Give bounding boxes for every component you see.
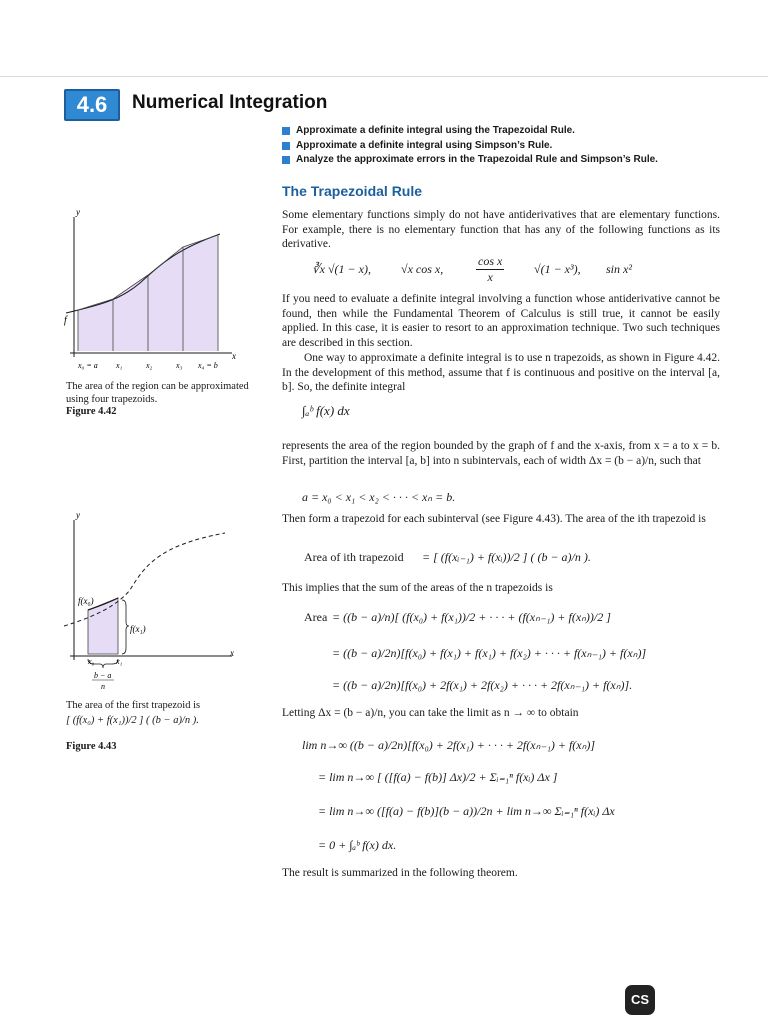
section-title: Numerical Integration bbox=[132, 92, 328, 113]
width-numerator: b − a bbox=[94, 671, 112, 680]
x-axis-label: x bbox=[230, 648, 234, 658]
subsection-heading: The Trapezoidal Rule bbox=[282, 183, 423, 199]
height-brace bbox=[122, 600, 129, 654]
figure-4-43-caption: The area of the first trapezoid is bbox=[66, 700, 201, 711]
limit-equation-line-2: = lim n→∞ [ ([f(a) − f(b)] Δx)/2 + Σᵢ₌₁ⁿ f(xᵢ) Δx ] bbox=[318, 770, 558, 784]
paragraph-ith-trapezoid: Then form a trapezoid for each subinterval (see Figure 4.43). The area of the ith trapezoid is bbox=[282, 513, 706, 525]
width-denominator: n bbox=[101, 682, 105, 691]
bullet-square-icon bbox=[282, 127, 290, 135]
figure-4-43-caption-formula: [ (f(x₀) + f(x₁))/2 ] ( (b − a)/n ). bbox=[66, 715, 199, 726]
x-axis-label: x bbox=[232, 351, 236, 361]
partition-inequality: a = x₀ < x₁ < x₂ < · · · < xₙ = b. bbox=[302, 490, 456, 504]
objective-item: Approximate a definite integral using the Trapezoidal Rule. bbox=[282, 124, 722, 139]
paragraph-sum: This implies that the sum of the areas of the n trapezoids is bbox=[282, 582, 553, 594]
trapezoid-area-label: Area of ith trapezoid bbox=[304, 550, 404, 564]
example-function-1: ∛x √(1 − x), bbox=[312, 262, 371, 276]
first-trapezoid bbox=[88, 598, 118, 654]
figure-4-42-label: Figure 4.42 bbox=[66, 406, 117, 417]
x0-tick-label: x₀ bbox=[88, 657, 95, 666]
page-top-rule bbox=[0, 76, 768, 77]
figure-4-42-caption: The area of the region can be approximated using four trapezoids. bbox=[66, 381, 249, 405]
figure-4-43-label: Figure 4.43 bbox=[66, 741, 117, 752]
function-label: f bbox=[64, 315, 67, 326]
fx1-label: f(x₁) bbox=[130, 624, 146, 634]
tick-label: x₄ = b bbox=[198, 361, 218, 370]
tick-label: x₂ bbox=[146, 361, 153, 370]
paragraph-limit: Letting Δx = (b − a)/n, you can take the limit as n → ∞ to obtain bbox=[282, 707, 579, 719]
trapezoid-area-formula: = [ (f(xᵢ₋₁) + f(xᵢ))/2 ] ( (b − a)/n ). bbox=[422, 550, 591, 564]
area-label: Area bbox=[304, 610, 328, 624]
bullet-square-icon bbox=[282, 156, 290, 164]
tick-label: x₃ bbox=[176, 361, 183, 370]
area-equation-line-2: = ((b − a)/2n)[f(x₀) + f(x₁) + f(x₁) + f(x₂) + · · · + f(xₙ₋₁) + f(xₙ)] bbox=[332, 646, 647, 660]
example-function-2: √x cos x, bbox=[401, 262, 444, 276]
x1-tick-label: x₁ bbox=[116, 657, 123, 666]
section-number-badge: 4.6 bbox=[64, 89, 120, 121]
objective-item: Analyze the approximate errors in the Trapezoidal Rule and Simpson’s Rule. bbox=[282, 153, 722, 168]
paragraph-intro: Some elementary functions simply do not have antiderivatives that are elementary functions. For example, there is no elementary function that has any of the following functions as its derivative. bbox=[282, 209, 720, 250]
figure-4-42-graph bbox=[60, 205, 260, 375]
fx0-label: f(x₀) bbox=[78, 596, 94, 606]
paragraph-result: The result is summarized in the following theorem. bbox=[282, 867, 518, 879]
y-axis-label: y bbox=[76, 207, 80, 217]
top-margin bbox=[0, 0, 768, 76]
bullet-square-icon bbox=[282, 142, 290, 150]
objectives-list bbox=[282, 124, 722, 168]
example-function-5: sin x² bbox=[606, 262, 632, 276]
objective-item: Approximate a definite integral using Simpson’s Rule. bbox=[282, 139, 722, 154]
paragraph-partition: represents the area of the region bounded by the graph of f and the x-axis, from x = a to x = b. First, partition the interval [a, b] into n subintervals, each of width Δx = (b − a)/n, such that bbox=[282, 440, 720, 467]
y-axis-label: y bbox=[76, 510, 80, 520]
example-function-3: $\frac{\text{cos x}}{x}$ bbox=[478, 254, 503, 284]
paragraph-trapezoids: One way to approximate a definite integral is to use n trapezoids, as shown in Figure 4.42. In the development of this method, assume that f is continuous and positive on the interval [a, b]. So, the definite integral bbox=[282, 352, 720, 393]
figure-4-43-graph bbox=[60, 510, 260, 695]
example-function-4: √(1 − x³), bbox=[534, 262, 581, 276]
tick-label: x₁ bbox=[116, 361, 123, 370]
limit-equation-line-1: lim n→∞ ((b − a)/2n)[f(x₀) + 2f(x₁) + · · · + 2f(xₙ₋₁) + f(xₙ)] bbox=[302, 738, 596, 752]
area-equation-line-1: = ((b − a)/n)[ (f(x₀) + f(x₁))/2 + · · · + (f(xₙ₋₁) + f(xₙ))/2 ] bbox=[332, 610, 611, 624]
tick-label: x₀ = a bbox=[78, 361, 98, 370]
camscanner-logo: CS bbox=[625, 985, 655, 1015]
area-equation-line-3: = ((b − a)/2n)[f(x₀) + 2f(x₁) + 2f(x₂) + · · · + 2f(xₙ₋₁) + f(xₙ)]. bbox=[332, 678, 633, 692]
limit-equation-line-4: = 0 + ∫ₐᵇ f(x) dx. bbox=[318, 838, 397, 852]
definite-integral: ∫ₐᵇ f(x) dx bbox=[302, 403, 350, 418]
limit-equation-line-3: = lim n→∞ ([f(a) − f(b)](b − a))/2n + lim n→∞ Σᵢ₌₁ⁿ f(xᵢ) Δx bbox=[318, 804, 615, 818]
paragraph-approximation: If you need to evaluate a definite integral involving a function whose antiderivative cannot be found, then while the Fundamental Theorem of Calculus is still true, it cannot be easily applied. In this case, it is easier to resort to an approximation technique. Two such techniques are described in this section. bbox=[282, 293, 720, 349]
